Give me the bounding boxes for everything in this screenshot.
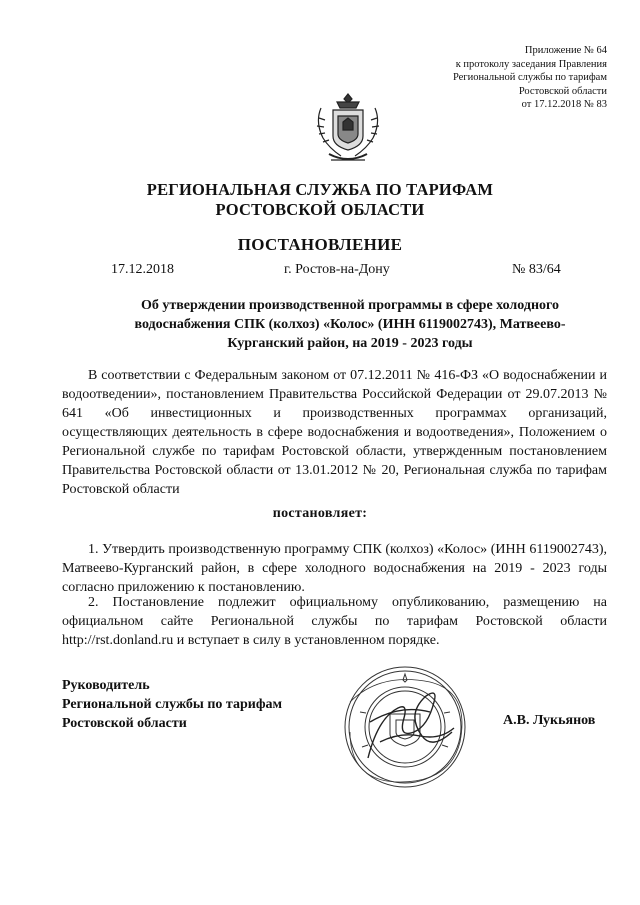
signatory-name: А.В. Лукьянов xyxy=(503,713,596,728)
annex-line: Ростовской области xyxy=(518,85,607,97)
annex-line: от 17.12.2018 № 83 xyxy=(521,99,607,111)
document-subject: Об утверждении производственной программы в сфере холодного водоснабжения СПК (колхоз) «Колос» (ИНН 6119002743), Матвеево-Курганский район, на 2019 - 2023 годы xyxy=(134,298,566,351)
organization-name xyxy=(0,180,640,220)
document-city: г. Ростов-на-Дону xyxy=(284,262,390,277)
signatory-title-line: Региональной службы по тарифам xyxy=(62,697,283,712)
signatory-title-line: Ростовской области xyxy=(62,716,187,731)
org-line: РОСТОВСКОЙ ОБЛАСТИ xyxy=(215,200,425,219)
item-2-paragraph: 2. Постановление подлежит официальному опубликованию, размещению на официальном сайте Региональной службы по тарифам Ростовской области http://rst.donland.ru и вступает в силу в установленном порядке. xyxy=(62,595,607,648)
annex-note xyxy=(367,44,607,112)
preamble-paragraph: В соответствии с Федеральным законом от 07.12.2011 № 416-ФЗ «О водоснабжении и водоотведении», постановлением Правительства Российской Федерации от 29.07.2013 № 641 «Об инвестиционных и производственных программах организаций, осуществляющих деятельность в сфере водоснабжения и водоотведения», Положением о Региональной службе по тарифам Ростовской области, утвержденным постановлением Правительства Ростовской области от 13.01.2012 № 20, Региональная служба по тарифам Ростовской области xyxy=(62,368,607,497)
signatory-title-line: Руководитель xyxy=(62,678,150,693)
item-1-paragraph: 1. Утвердить производственную программу СПК (колхоз) «Колос» (ИНН 6119002743), Матвеево-Курганский район, в сфере холодного водоснабжения на 2019 - 2023 годы согласно приложению к постановлению. xyxy=(62,542,607,595)
org-line: РЕГИОНАЛЬНАЯ СЛУЖБА ПО ТАРИФАМ xyxy=(146,180,494,199)
document-number: № 83/64 xyxy=(512,262,561,277)
annex-line: Региональной службы по тарифам xyxy=(452,72,607,84)
decree-word: постановляет: xyxy=(272,506,368,521)
coat-of-arms-icon xyxy=(311,88,385,168)
annex-line: Приложение № 64 xyxy=(524,45,607,56)
signatory-title xyxy=(62,676,282,733)
official-seal-stamp-icon xyxy=(340,662,470,792)
document-type: ПОСТАНОВЛЕНИЕ xyxy=(237,235,403,254)
annex-line: к протоколу заседания Правления xyxy=(455,58,607,70)
document-date: 17.12.2018 xyxy=(111,262,174,277)
